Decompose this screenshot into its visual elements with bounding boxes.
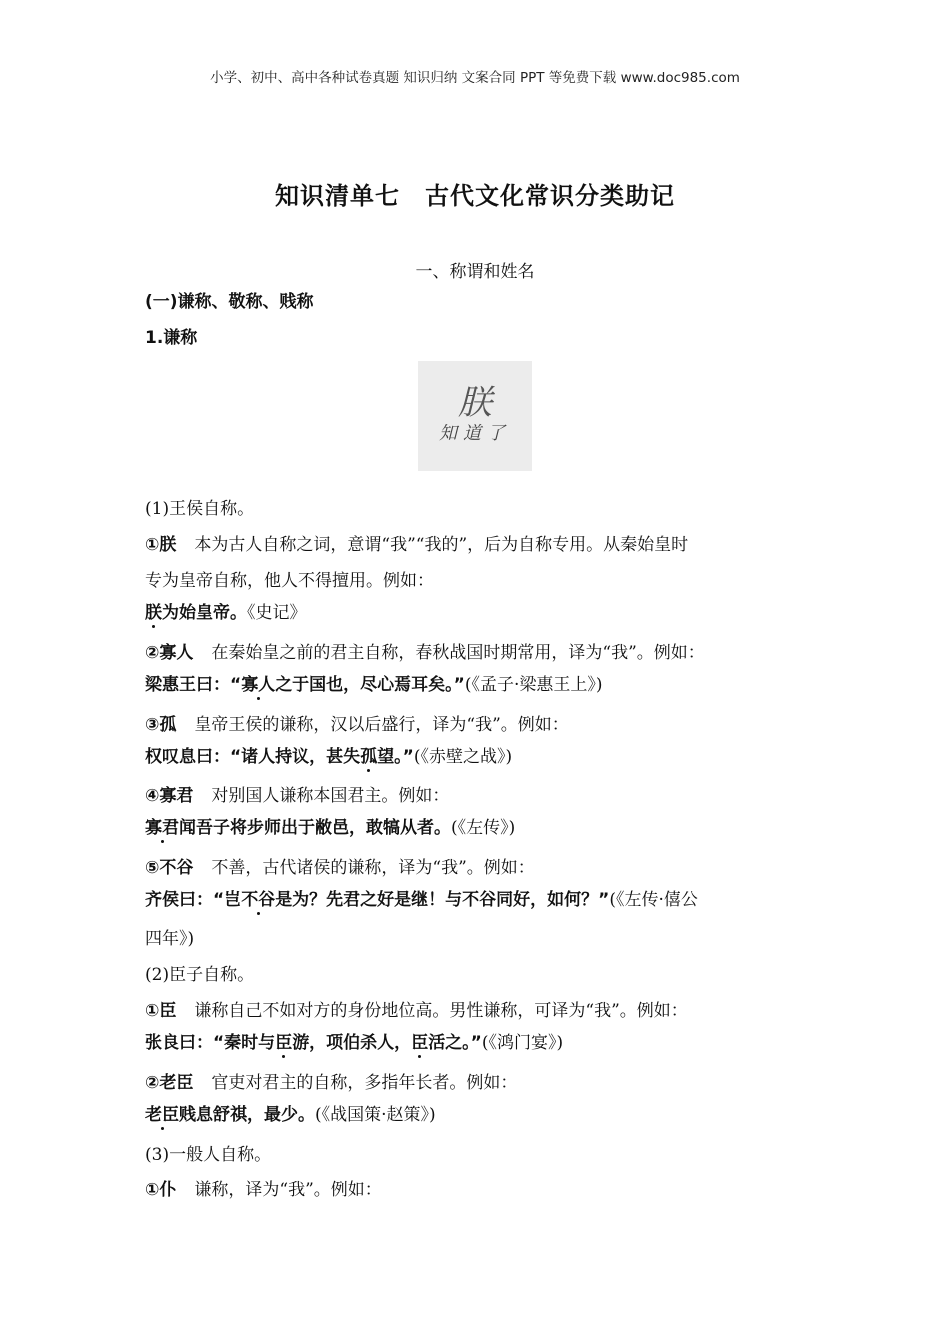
emph-word: 朕 <box>145 603 162 623</box>
example-text: 张良曰：“秦时与 <box>145 1033 276 1053</box>
chen-def: 谦称自己不如对方的身份地位高。男性谦称，可译为“我”。例如： <box>194 1001 688 1021</box>
gu-definition <box>145 713 810 737</box>
emph-word: 臣 <box>275 1033 293 1053</box>
example-text: 活之。” <box>428 1033 482 1053</box>
zhen-stamp-image <box>418 361 532 471</box>
guaren-def: 在秦始皇之前的君主自称，春秋战国时期常用，译为“我”。例如： <box>211 643 705 663</box>
subsection-heading: (一)谦称、敬称、贱称 <box>145 292 314 312</box>
guajun-definition <box>145 784 810 808</box>
example-text: 之于国也，尽心焉耳矣。” <box>275 675 465 695</box>
guajun-example <box>145 816 810 840</box>
example-source: (《左传》) <box>451 818 516 838</box>
gu-def: 皇帝王侯的谦称，汉以后盛行，译为“我”。例如： <box>194 715 569 735</box>
page-title: 知识清单七 古代文化常识分类助记 <box>275 181 675 210</box>
site-header: 小学、初中、高中各种试卷真题 知识归纳 文案合同 PPT 等免费下载 www.doc985.com <box>210 70 740 86</box>
term-bugu: ⑤不谷 <box>145 858 194 878</box>
example-text: 是为？先君之好是继！与不谷同好，如何？” <box>275 890 610 910</box>
bugu-def: 不善，古代诸侯的谦称，译为“我”。例如： <box>211 858 535 878</box>
pu-definition <box>145 1178 810 1202</box>
example-source: (《孟子·梁惠王上》) <box>464 675 603 695</box>
zhen-def-line1: 本为古人自称之词，意谓“我”“我的”，后为自称专用。从秦始皇时 <box>194 535 689 555</box>
stamp-big-text: 朕 <box>458 383 492 423</box>
laochen-def: 官吏对君主的自称，多指年长者。例如： <box>211 1073 518 1093</box>
term-pu: ①仆 <box>145 1180 177 1200</box>
example-text: 贱息舒祺，最少。 <box>179 1105 315 1125</box>
example-text: 望。” <box>377 747 414 767</box>
example-source: (《战国策·赵策》) <box>315 1105 436 1125</box>
example-source: (《左传·僖公 <box>609 890 698 910</box>
pu-def: 谦称，译为“我”。例如： <box>194 1180 382 1200</box>
term-laochen: ②老臣 <box>145 1073 194 1093</box>
emph-word: 寡人 <box>241 675 276 695</box>
gu-example <box>145 745 810 769</box>
emph-word: 臣 <box>411 1033 429 1053</box>
laochen-example <box>145 1103 810 1127</box>
guaren-example <box>145 673 810 697</box>
example-text: 为始皇帝。 <box>162 603 247 623</box>
term-guajun: ④寡君 <box>145 786 194 806</box>
section-heading: 一、称谓和姓名 <box>415 262 535 282</box>
category-heading-1: (1)王侯自称。 <box>145 499 255 519</box>
item-heading: 1.谦称 <box>145 328 198 348</box>
emph-word: 寡君 <box>145 818 179 838</box>
emph-word: 不谷 <box>241 890 276 910</box>
example-source: 《史记》 <box>247 603 307 623</box>
chen-example <box>145 1031 810 1055</box>
term-chen: ①臣 <box>145 1001 177 1021</box>
example-text: 梁惠王曰：“ <box>145 675 242 695</box>
example-text: 齐侯曰：“岂 <box>145 890 242 910</box>
bugu-definition <box>145 856 810 880</box>
guaren-definition <box>145 641 810 665</box>
term-guaren: ②寡人 <box>145 643 194 663</box>
stamp-small-text: 知道了 <box>439 423 511 444</box>
emph-word: 老臣 <box>145 1105 179 1125</box>
term-gu: ③孤 <box>145 715 177 735</box>
term-zhen: ①朕 <box>145 535 177 555</box>
zhen-example <box>145 601 810 625</box>
emph-word: 孤 <box>360 747 378 767</box>
example-text: 权叹息曰：“诸人持议，甚失 <box>145 747 361 767</box>
example-text: 闻吾子将步师出于敝邑，敢犒从者。 <box>179 818 451 838</box>
chen-definition <box>145 999 810 1023</box>
example-text: 游，项伯杀人， <box>292 1033 412 1053</box>
laochen-definition <box>145 1071 810 1095</box>
bugu-example <box>145 888 810 912</box>
guajun-def: 对别国人谦称本国君主。例如： <box>211 786 450 806</box>
zhen-def-line2: 专为皇帝自称，他人不得擅用。例如： <box>145 571 434 591</box>
category-heading-2: (2)臣子自称。 <box>145 965 255 985</box>
example-source: (《鸿门宴》) <box>481 1033 564 1053</box>
example-source: (《赤壁之战》) <box>413 747 513 767</box>
bugu-source-cont: 四年》) <box>145 929 195 949</box>
zhen-definition <box>145 533 810 557</box>
category-heading-3: (3)一般人自称。 <box>145 1145 272 1165</box>
